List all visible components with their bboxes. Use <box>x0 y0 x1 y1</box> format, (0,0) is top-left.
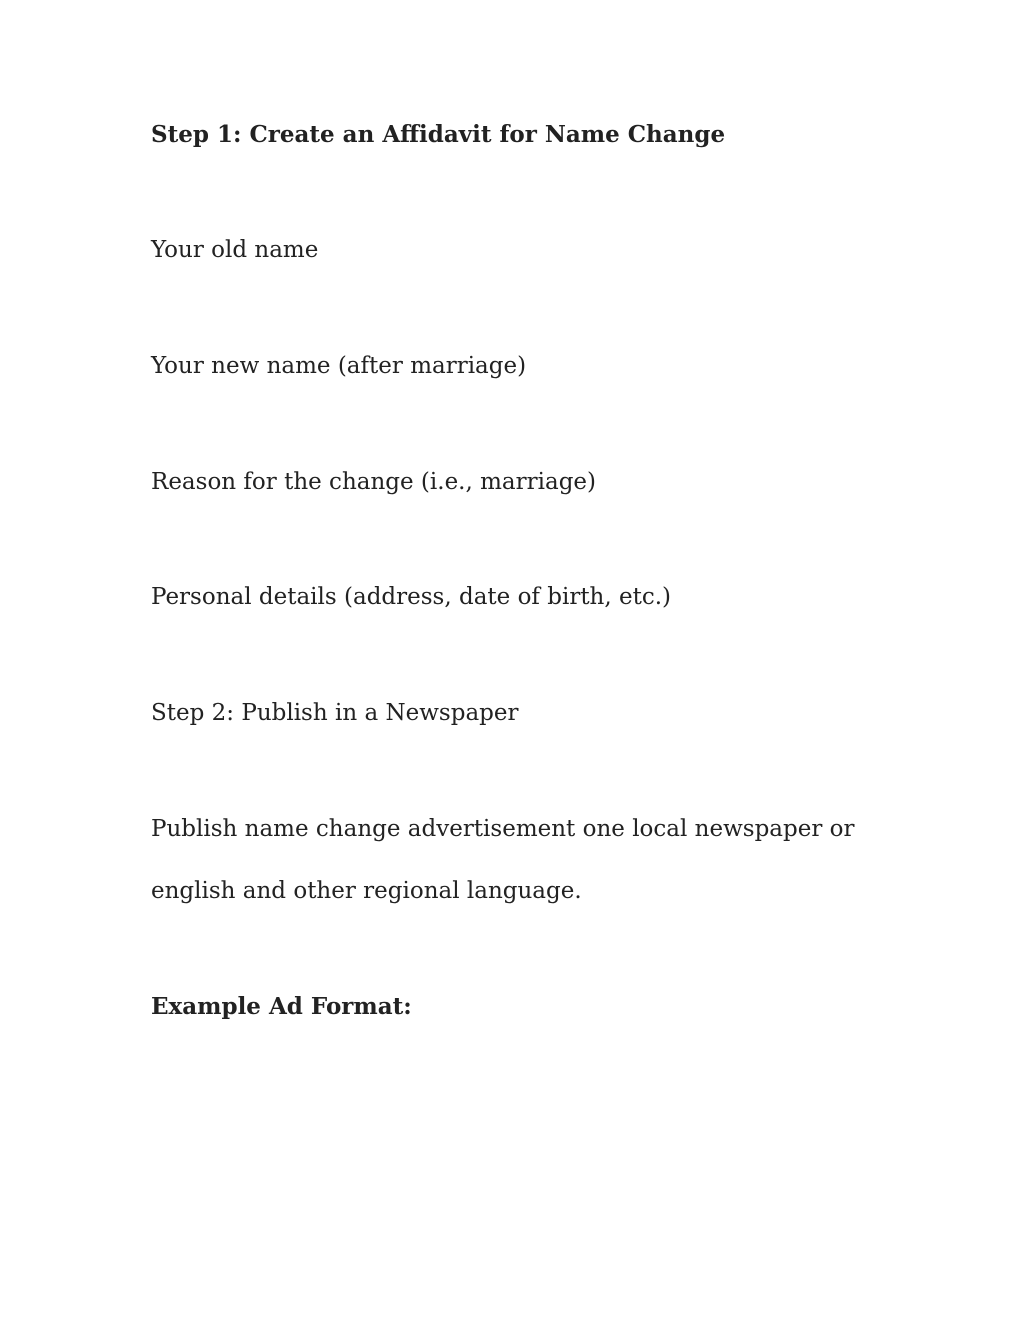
step2-heading: Step 2: Publish in a Newspaper <box>151 700 519 726</box>
item-old-name: Your old name <box>151 237 319 263</box>
item-new-name: Your new name (after marriage) <box>151 353 527 379</box>
example-ad-heading: Example Ad Format: <box>151 993 412 1020</box>
step1-heading: Step 1: Create an Affidavit for Name Change <box>151 121 726 148</box>
publish-paragraph-line-1: Publish name change advertisement one local newspaper or <box>151 816 855 842</box>
publish-paragraph-line-2: english and other regional language. <box>151 878 582 904</box>
item-reason: Reason for the change (i.e., marriage) <box>151 469 596 495</box>
item-personal-details: Personal details (address, date of birth, etc.) <box>151 584 672 610</box>
